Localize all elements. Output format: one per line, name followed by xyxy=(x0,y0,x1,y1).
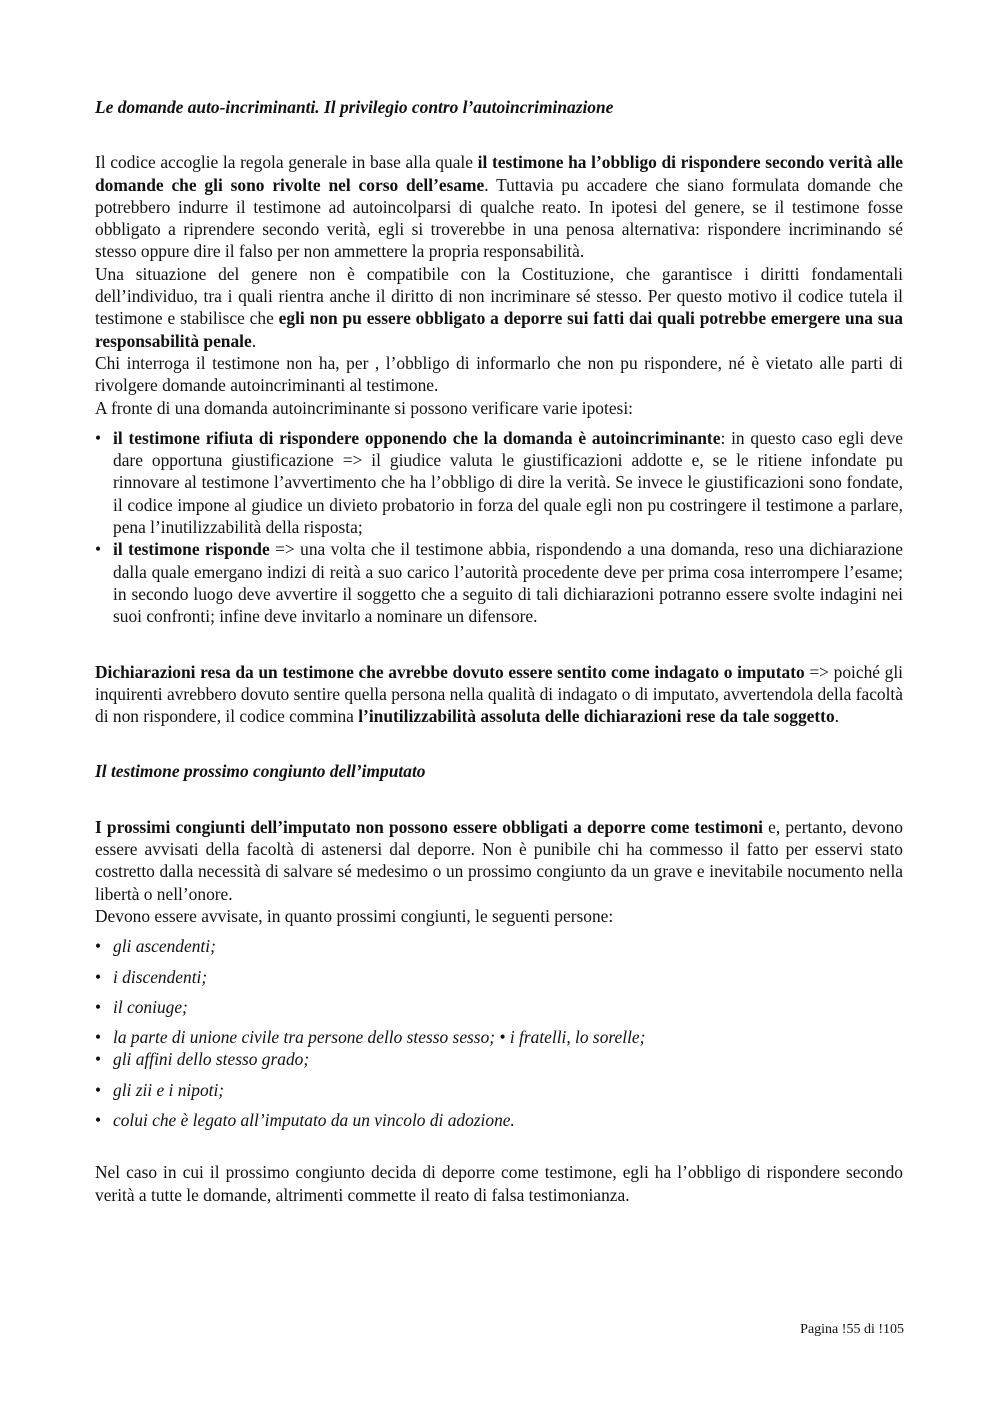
bold-non-obbligato: egli non pu essere obbligato a deporre sui fatti dai quali potrebbe emergere una sua responsabilità penale xyxy=(95,308,903,351)
section-title-autoincriminazione: Le domande auto-incriminanti. Il privilegio contro l’autoincriminazione xyxy=(95,97,614,117)
paragraph-chi-interroga: Chi interroga il testimone non ha, per , l’obbligo di informarlo che non pu rispondere, né è vietato alle parti di rivolgere domande autoincriminanti al testimone. xyxy=(95,352,903,396)
bullet-glyph: • xyxy=(95,1049,102,1070)
paragraph-prossimi-congiunti: I prossimi congiunti dell’imputato non possono essere obbligati a deporre come testimoni e, pertanto, devono essere avvisati della facoltà di astenersi dal deporre. Non è punibile chi ha commesso il fatto per esservi stato costretto dalla necessità di salvare sé medesimo o un prossimo congiunto da un grave e inevitabile nocumento nella libertà o nell’onore. xyxy=(95,816,903,904)
ipotesi-list xyxy=(95,427,903,628)
document-page xyxy=(95,96,903,1206)
bullet-glyph: • xyxy=(95,1079,102,1100)
list-item: • gli ascendenti; xyxy=(95,936,216,957)
paragraph-dichiarazioni-indagato: Dichiarazioni resa da un testimone che avrebbe dovuto essere sentito come indagato o imputato => poiché gli inquirenti avrebbero dovuto sentire quella persona nella qualità di indagato o di imputato, avvertendola della facoltà di non rispondere, il codice commina l’inutilizzabilità assoluta delle dichiarazioni rese da tale soggetto. xyxy=(95,661,904,727)
paragraph-ipotesi: A fronte di una domanda autoincriminante si possono verificare varie ipotesi: xyxy=(95,397,633,418)
list-item: • colui che è legato all’imputato da un vincolo di adozione. xyxy=(95,1109,515,1130)
list-item: • il testimone rifiuta di rispondere opponendo che la domanda è autoincriminante: in questo caso egli deve dare opportuna giustificazione => il giudice valuta le giustificazioni addotte e, se le ritiene infondate pu rinnovare al testimone l’avvertimento che ha l’obbligo di dire la verità. Se invece le giustificazioni sono fondate, il codice impone al giudice un divieto probatorio in forza del quale egli non pu costringere il testimone a parlare, pena l’inutilizzabilità della risposta; xyxy=(95,427,904,538)
section-title-prossimo-congiunto: Il testimone prossimo congiunto dell’imputato xyxy=(95,761,426,782)
list-item: • gli zii e i nipoti; xyxy=(95,1079,225,1100)
bullet-glyph: • xyxy=(95,539,102,560)
paragraph-costituzione: Una situazione del genere non è compatibile con la Costituzione, che garantisce i diritti fondamentali dell’individuo, tra i quali rientra anche il diritto di non incriminare sé stesso. Per questo motivo il codice tutela il testimone e stabilisce che egli non pu essere obbligato a deporre sui fatti dai quali potrebbe emergere una sua responsabilità penale. xyxy=(95,263,903,351)
bullet-glyph: • xyxy=(95,936,102,957)
list-item: • i discendenti; xyxy=(95,966,208,987)
bullet-glyph: • xyxy=(95,1109,102,1130)
bullet-glyph: • xyxy=(95,427,102,448)
bold-obbligo-rispondere: il testimone ha l’obbligo di rispondere secondo verità alle domande che gli sono rivolte nel corso dell’esame xyxy=(95,152,903,195)
congiunti-list xyxy=(95,935,903,1131)
paragraph-falsa-testimonianza: Nel caso in cui il prossimo congiunto decida di deporre come testimone, egli ha l’obbligo di rispondere secondo verità a tutte le domande, altrimenti commette il reato di falsa testimonianza. xyxy=(95,1162,903,1205)
bullet-glyph: • xyxy=(95,966,102,987)
paragraph-regola-generale: Il codice accoglie la regola generale in base alla quale il testimone ha l’obbligo di rispondere secondo verità alle domande che gli sono rivolte nel corso dell’esame. Tuttavia pu accadere che siano formulata domande che potrebbero indurre il testimone ad autoincolparsi di qualche reato. In ipotesi del genere, se il testimone fosse obbligato a riprendere secondo verità, egli si troverebbe in una penosa alternativa: rispondere incriminando sé stesso oppure dire il falso per non ammettere la propria responsabilità. xyxy=(95,152,903,262)
paragraph-devono-essere-avvisate: Devono essere avvisate, in quanto prossimi congiunti, le seguenti persone: xyxy=(95,905,614,926)
list-item: • la parte di unione civile tra persone dello stesso sesso; • i fratelli, lo sorelle; xyxy=(95,1027,646,1048)
list-item: • il testimone risponde => una volta che il testimone abbia, rispondendo a una domanda, reso una dichiarazione dalla quale emergano indizi di reità a suo carico l’autorità procedente deve per prima cosa interrompere l’esame; in secondo luogo deve avvertire il soggetto che a seguito di tali dichiarazioni potranno essere svolte indagini nei suoi confronti; infine deve invitarlo a nominare un difensore. xyxy=(95,539,903,627)
bullet-glyph: • xyxy=(95,1027,102,1048)
page-number: Pagina !55 di !105 xyxy=(800,1322,904,1337)
list-item: • il coniuge; xyxy=(95,996,188,1017)
bullet-glyph: • xyxy=(95,996,102,1017)
list-item: • gli affini dello stesso grado; xyxy=(95,1049,310,1070)
